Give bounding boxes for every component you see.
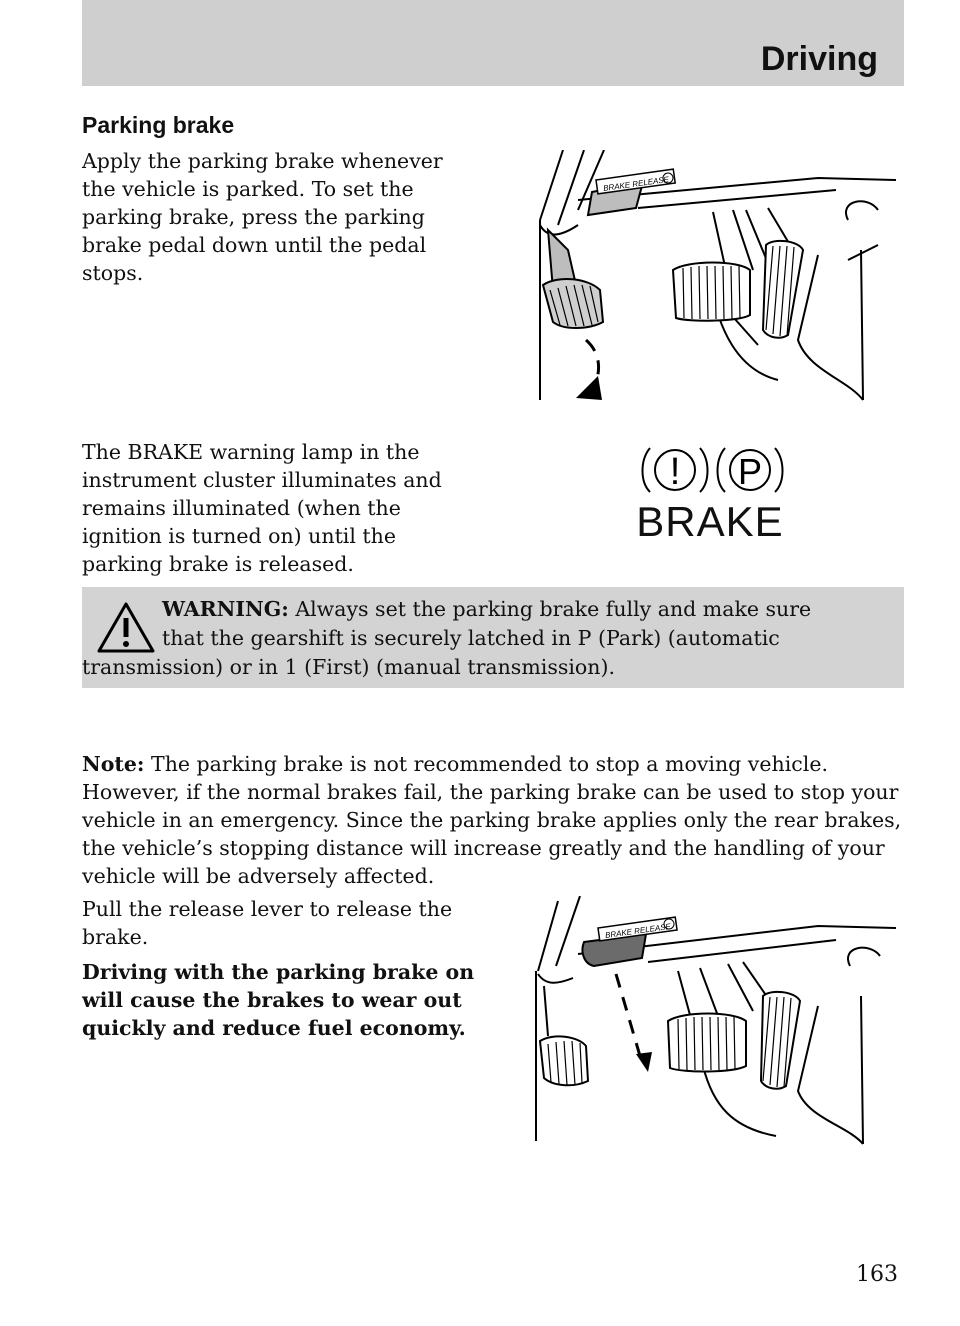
header-band <box>82 0 904 86</box>
note-label: Note: <box>82 752 145 776</box>
p-symbol: P <box>737 451 763 492</box>
release-label-text: BRAKE RELEASE <box>604 921 672 941</box>
release-paragraph: Pull the release lever to release the brake. <box>82 897 453 949</box>
wear-warning-paragraph: Driving with the parking brake on will cause the brakes to wear out quickly and reduce fuel economy. <box>82 960 475 1040</box>
parking-brake-apply-illustration <box>518 150 896 408</box>
note-paragraph <box>82 750 912 890</box>
warning-line-1-text: Always set the parking brake fully and make sure <box>288 597 812 621</box>
warning-lamp-paragraph: The BRAKE warning lamp in the instrument cluster illuminates and remains illuminated (when the ignition is turned on) until the parking brake is released. <box>82 440 442 576</box>
warning-line-1 <box>82 595 882 624</box>
page-number: 163 <box>856 1262 898 1287</box>
warning-box <box>82 587 904 688</box>
brake-word: BRAKE <box>636 498 784 545</box>
exclamation-mark: ! <box>669 451 681 493</box>
note-text: The parking brake is not recommended to stop a moving vehicle. However, if the normal brakes fail, the parking brake can be used to stop your vehicle in an emergency. Since the parking brake applies only the rear brakes, the vehicle’s stopping distance will increase greatly and the handling of your vehicle will be adversely affected. <box>82 752 902 888</box>
parking-brake-release-illustration <box>518 896 896 1146</box>
brake-symbol-graphic <box>620 440 800 500</box>
warning-line-2: that the gearshift is securely latched in P (Park) (automatic <box>162 626 780 650</box>
apply-paragraph: Apply the parking brake whenever the vehicle is parked. To set the parking brake, press the parking brake pedal down until the pedal stops. <box>82 149 443 285</box>
brake-release-label-text: BRAKE RELEASE <box>602 174 670 194</box>
brake-warning-lamp-symbol <box>620 440 800 550</box>
section-heading: Parking brake <box>82 112 235 138</box>
warning-text <box>82 595 882 682</box>
warning-label: WARNING: <box>162 597 289 621</box>
warning-line-3: transmission) or in 1 (First) (manual transmission). <box>82 655 615 679</box>
chapter-title: Driving <box>760 40 878 78</box>
